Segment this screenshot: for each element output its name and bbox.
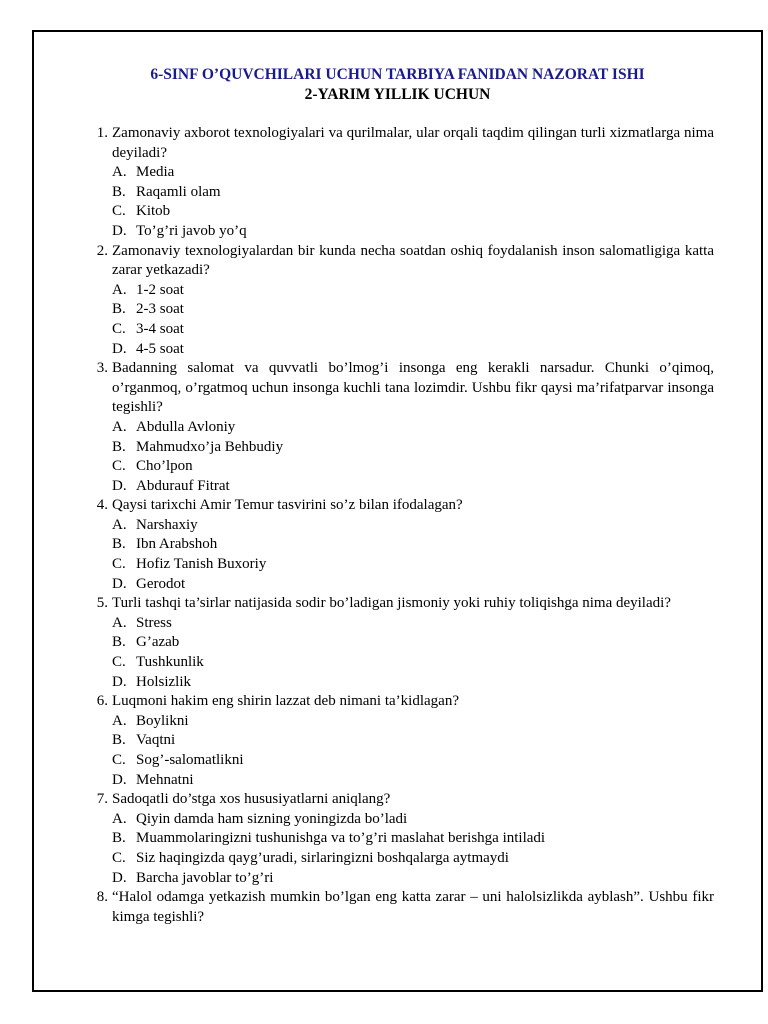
option-text: Sog’-salomatlikni [136, 752, 244, 768]
option-text: Boylikni [136, 712, 189, 729]
option-letter: B. [112, 634, 126, 651]
question-item [88, 594, 714, 692]
option-letter: C. [112, 654, 126, 671]
answer-options [112, 810, 714, 888]
option-letter: A. [112, 810, 127, 827]
option-letter: D. [112, 869, 127, 886]
question-text: Turli tashqi ta’sirlar natijasida sodir bo’ladigan jismoniy yoki ruhiy toliqishga nima deyiladi? [112, 595, 671, 612]
page-frame [32, 30, 763, 992]
option-letter: B. [112, 830, 126, 847]
answer-option [112, 653, 714, 673]
option-text: G’azab [136, 634, 180, 651]
option-text: Mehnatni [136, 771, 194, 788]
option-letter: A. [112, 614, 127, 631]
option-text: Holsizlik [136, 673, 191, 690]
option-text: Tushkunlik [136, 654, 204, 671]
answer-option [112, 183, 714, 203]
answer-option [112, 300, 714, 320]
option-letter: C. [112, 849, 126, 866]
question-number: 2. [96, 242, 108, 259]
option-letter: C. [112, 458, 126, 475]
answer-options [112, 163, 714, 241]
question-text: Badanning salomat va quvvatli bo’lmog’i insonga eng kerakli narsadur. Chunki o’qimoq, o’rganmoq, o’rgatmoq uchun insonga kuchli tana lozimdir. Ushbu fikr qaysi ma’rifatparvar insonga tegishli? [112, 360, 714, 416]
option-text: Narshaxiy [136, 516, 198, 533]
option-text: 1-2 soat [136, 281, 184, 298]
option-letter: C. [112, 752, 126, 768]
option-letter: A. [112, 164, 127, 181]
question-item [88, 790, 714, 888]
option-text: Gerodot [136, 575, 186, 592]
answer-option [112, 673, 714, 693]
answer-option [112, 633, 714, 653]
option-text: Hofiz Tanish Buxoriy [136, 556, 267, 573]
question-number: 5. [96, 595, 108, 612]
option-text: Kitob [136, 203, 171, 220]
answer-option [112, 751, 714, 771]
answer-option [112, 281, 714, 301]
answer-option [112, 516, 714, 536]
option-text: Muammolaringizni tushunishga va to’g’ri maslahat berishga intiladi [136, 830, 546, 847]
answer-options [112, 516, 714, 594]
document-title [34, 65, 761, 105]
option-letter: B. [112, 183, 126, 200]
question-item [88, 124, 714, 242]
question-text: Luqmoni hakim eng shirin lazzat deb nimani ta’kidlagan? [112, 693, 459, 710]
option-text: Siz haqingizda qayg’uradi, sirlaringizni boshqalarga aytmaydi [136, 849, 509, 866]
answer-option [112, 614, 714, 634]
answer-option [112, 829, 714, 849]
answer-options [112, 712, 714, 790]
option-text: Raqamli olam [136, 183, 221, 200]
option-letter: D. [112, 340, 127, 357]
answer-options [112, 614, 714, 692]
option-text: Ibn Arabshoh [136, 536, 218, 553]
question-text: Qaysi tarixchi Amir Temur tasvirini so’z bilan ifodalagan? [112, 497, 463, 514]
answer-option [112, 457, 714, 477]
option-text: Abdulla Avloniy [136, 418, 236, 435]
option-text: Mahmudxo’ja Behbudiy [136, 438, 284, 455]
question-item [88, 692, 714, 790]
answer-option [112, 555, 714, 575]
question-text: “Halol odamga yetkazish mumkin bo’lgan eng katta zarar – uni halolsizlikda ayblash”. Ushbu fikr kimga tegishli? [112, 889, 714, 925]
option-text: Cho’lpon [136, 458, 193, 475]
question-number: 4. [96, 497, 108, 514]
option-text: Media [136, 164, 175, 181]
option-text: Stress [136, 614, 172, 631]
question-number: 6. [96, 693, 108, 710]
option-text: Barcha javoblar to’g’ri [136, 869, 274, 886]
option-letter: B. [112, 536, 126, 553]
title-line-1: 6-SINF O’QUVCHILARI UCHUN TARBIYA FANIDAN NAZORAT ISHI [150, 66, 645, 83]
question-list [88, 124, 714, 927]
answer-option [112, 575, 714, 595]
option-text: 2-3 soat [136, 301, 184, 318]
answer-options [112, 281, 714, 359]
answer-option [112, 418, 714, 438]
answer-option [112, 535, 714, 555]
answer-option [112, 810, 714, 830]
question-text: Zamonaviy texnologiyalardan bir kunda necha soatdan oshiq foydalanish inson salomatligiga katta zarar yetkazadi? [112, 242, 714, 279]
option-text: Vaqtni [136, 732, 176, 749]
option-letter: C. [112, 320, 126, 337]
option-letter: D. [112, 222, 127, 239]
question-number: 7. [96, 791, 108, 808]
question-text: Zamonaviy axborot texnologiyalari va qurilmalar, ular orqali taqdim qilingan turli xizmatlarga nima deyiladi? [112, 125, 714, 161]
option-letter: B. [112, 438, 126, 455]
answer-option [112, 849, 714, 869]
option-letter: C. [112, 556, 126, 573]
option-letter: A. [112, 418, 127, 435]
option-letter: D. [112, 771, 127, 788]
answer-option [112, 731, 714, 751]
question-number: 3. [96, 360, 108, 377]
question-item [88, 359, 714, 496]
answer-option [112, 202, 714, 222]
question-number: 1. [96, 125, 108, 141]
option-letter: D. [112, 673, 127, 690]
option-letter: B. [112, 732, 126, 749]
question-item [88, 888, 714, 927]
answer-option [112, 340, 714, 360]
option-text: Qiyin damda ham sizning yoningizda bo’ladi [136, 810, 408, 827]
question-number: 8. [96, 889, 108, 906]
option-text: To’g’ri javob yo’q [136, 222, 247, 239]
option-letter: B. [112, 301, 126, 318]
option-text: 4-5 soat [136, 340, 184, 357]
answer-option [112, 320, 714, 340]
answer-option [112, 163, 714, 183]
option-text: 3-4 soat [136, 320, 184, 337]
answer-option [112, 438, 714, 458]
answer-option [112, 869, 714, 889]
question-item [88, 242, 714, 360]
answer-options [112, 418, 714, 496]
question-item [88, 496, 714, 594]
option-letter: D. [112, 575, 127, 592]
option-text: Abdurauf Fitrat [136, 477, 230, 494]
question-text: Sadoqatli do’stga xos hususiyatlarni aniqlang? [112, 791, 391, 808]
title-line-2: 2-YARIM YILLIK UCHUN [304, 86, 491, 103]
option-letter: A. [112, 712, 127, 729]
answer-option [112, 222, 714, 242]
answer-option [112, 477, 714, 497]
option-letter: C. [112, 203, 126, 220]
option-letter: D. [112, 477, 127, 494]
answer-option [112, 771, 714, 791]
option-letter: A. [112, 516, 127, 533]
answer-option [112, 712, 714, 732]
option-letter: A. [112, 281, 127, 298]
